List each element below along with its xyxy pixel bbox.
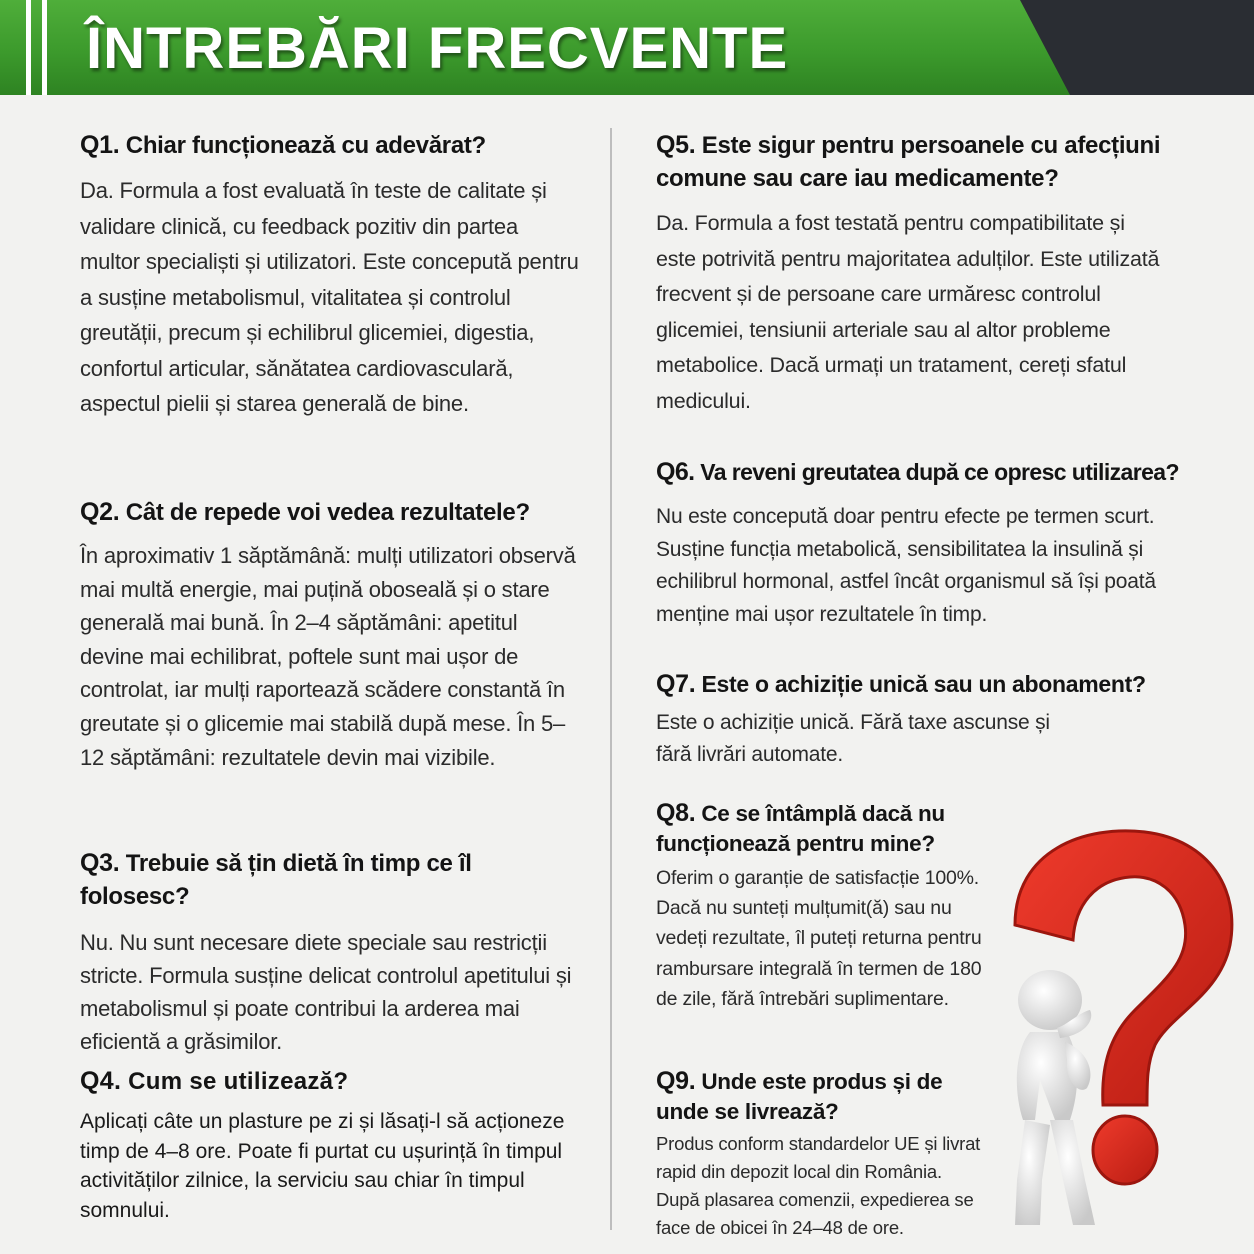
header-bar <box>0 0 1254 95</box>
faq-number: Q1. <box>80 131 120 159</box>
faq-answer: Oferim o garanție de satisfacție 100%. Dacă nu sunteți mulțumit(ă) sau nu vedeți rezultate, îl puteți returna pentru rambursare integrală în termen de 180 de zile, fără întrebări suplimentare. <box>656 867 982 1010</box>
faq-question-text: Trebuie să țin dietă în timp ce îl folosesc? <box>80 850 472 910</box>
faq-answer: Este o achiziție unică. Fără taxe ascunse și fără livrări automate. <box>656 711 1050 766</box>
faq-answer: Produs conform standardelor UE și livrat rapid din depozit local din România. După plasarea comenzii, expedierea se face de obicei în 24–48 de ore. <box>656 1133 981 1238</box>
faq-item-q9 <box>656 1066 996 1242</box>
faq-question <box>80 129 580 162</box>
faq-number: Q2. <box>80 498 120 526</box>
faq-question-text: Va reveni greutatea după ce opresc utilizarea? <box>700 459 1179 485</box>
faq-question-text: Ce se întâmplă dacă nu funcționează pentru mine? <box>656 801 945 856</box>
faq-number: Q5. <box>656 131 696 159</box>
faq-question-text: Cum se utilizează? <box>128 1068 349 1095</box>
faq-item-q1 <box>80 129 580 422</box>
page-title: ÎNTREBĂRI FRECVENTE <box>86 16 789 81</box>
faq-question-text: Este o achiziție unică sau un abonament? <box>701 671 1146 697</box>
faq-question-text: Cât de repede voi vedea rezultatele? <box>125 499 530 526</box>
faq-answer: Da. Formula a fost evaluată în teste de calitate și validare clinică, cu feedback pozitiv din partea multor specialiști și utilizatori. Este concepută pentru a susține metabolismul, vitalitatea și controlul greutății, precum și echilibrul glicemiei, digestia, confortul articular, sănătatea cardiovasculară, aspectul pielii și starea generală de bine. <box>80 178 579 416</box>
faq-question <box>80 496 580 529</box>
faq-question <box>656 668 1146 701</box>
question-mark-thinker-icon <box>995 820 1245 1240</box>
faq-item-q7 <box>656 668 1146 771</box>
faq-question-text: Chiar funcționează cu adevărat? <box>125 132 486 159</box>
faq-answer: Nu este concepută doar pentru efecte pe termen scurt. Susține funcția metabolică, sensibilitatea la insulină și echilibrul hormonal, astfel încât organismul să își poată menține mai ușor rezultatele în timp. <box>656 505 1156 626</box>
header-stripe <box>26 0 31 95</box>
faq-question <box>656 456 1191 489</box>
faq-answer: Aplicați câte un plasture pe zi și lăsați-l să acționeze timp de 4–8 ore. Poate fi purtat cu ușurință în timpul activităților zilnice, la serviciu sau chiar în timpul somnului. <box>80 1110 565 1222</box>
faq-question <box>656 1066 996 1127</box>
faq-question-text: Unde este produs și de unde se livrează? <box>656 1069 943 1124</box>
faq-answer: În aproximativ 1 săptămână: mulți utilizatori observă mai multă energie, mai puțină oboseală și o stare generală mai bună. În 2–4 săptămâni: apetitul devine mai echilibrat, poftele sunt mai ușor de controlat, iar mulți raportează scădere constantă în greutate și o glicemie mai stabilă după mese. În 5–12 săptămâni: rezultatele devin mai vizibile. <box>80 543 576 770</box>
faq-item-q3 <box>80 847 580 1058</box>
faq-item-q6 <box>656 456 1191 631</box>
header-stripe <box>42 0 47 95</box>
faq-item-q2 <box>80 496 580 774</box>
faq-question <box>80 847 580 913</box>
column-divider <box>610 128 612 1230</box>
faq-number: Q4. <box>80 1067 122 1095</box>
faq-number: Q3. <box>80 849 120 877</box>
faq-number: Q8. <box>656 799 696 827</box>
faq-answer: Nu. Nu sunt necesare diete speciale sau restricții stricte. Formula susține delicat controlul apetitului și metabolismul și poate contribui la arderea mai eficientă a grăsimilor. <box>80 930 572 1054</box>
faq-question-text: Este sigur pentru persoanele cu afecțiuni comune sau care iau medicamente? <box>656 132 1161 192</box>
faq-question <box>80 1065 605 1098</box>
faq-number: Q6. <box>656 458 695 486</box>
faq-item-q5 <box>656 129 1166 419</box>
faq-number: Q7. <box>656 670 696 698</box>
faq-item-q4 <box>80 1065 605 1225</box>
faq-number: Q9. <box>656 1067 696 1095</box>
faq-answer: Da. Formula a fost testată pentru compatibilitate și este potrivită pentru majoritatea adulților. Este utilizată frecvent și de persoane care urmăresc controlul glicemiei, tensiunii arteriale sau al altor probleme metabolice. Dacă urmați un tratament, cereți sfatul medicului. <box>656 211 1160 413</box>
faq-question <box>656 129 1166 195</box>
